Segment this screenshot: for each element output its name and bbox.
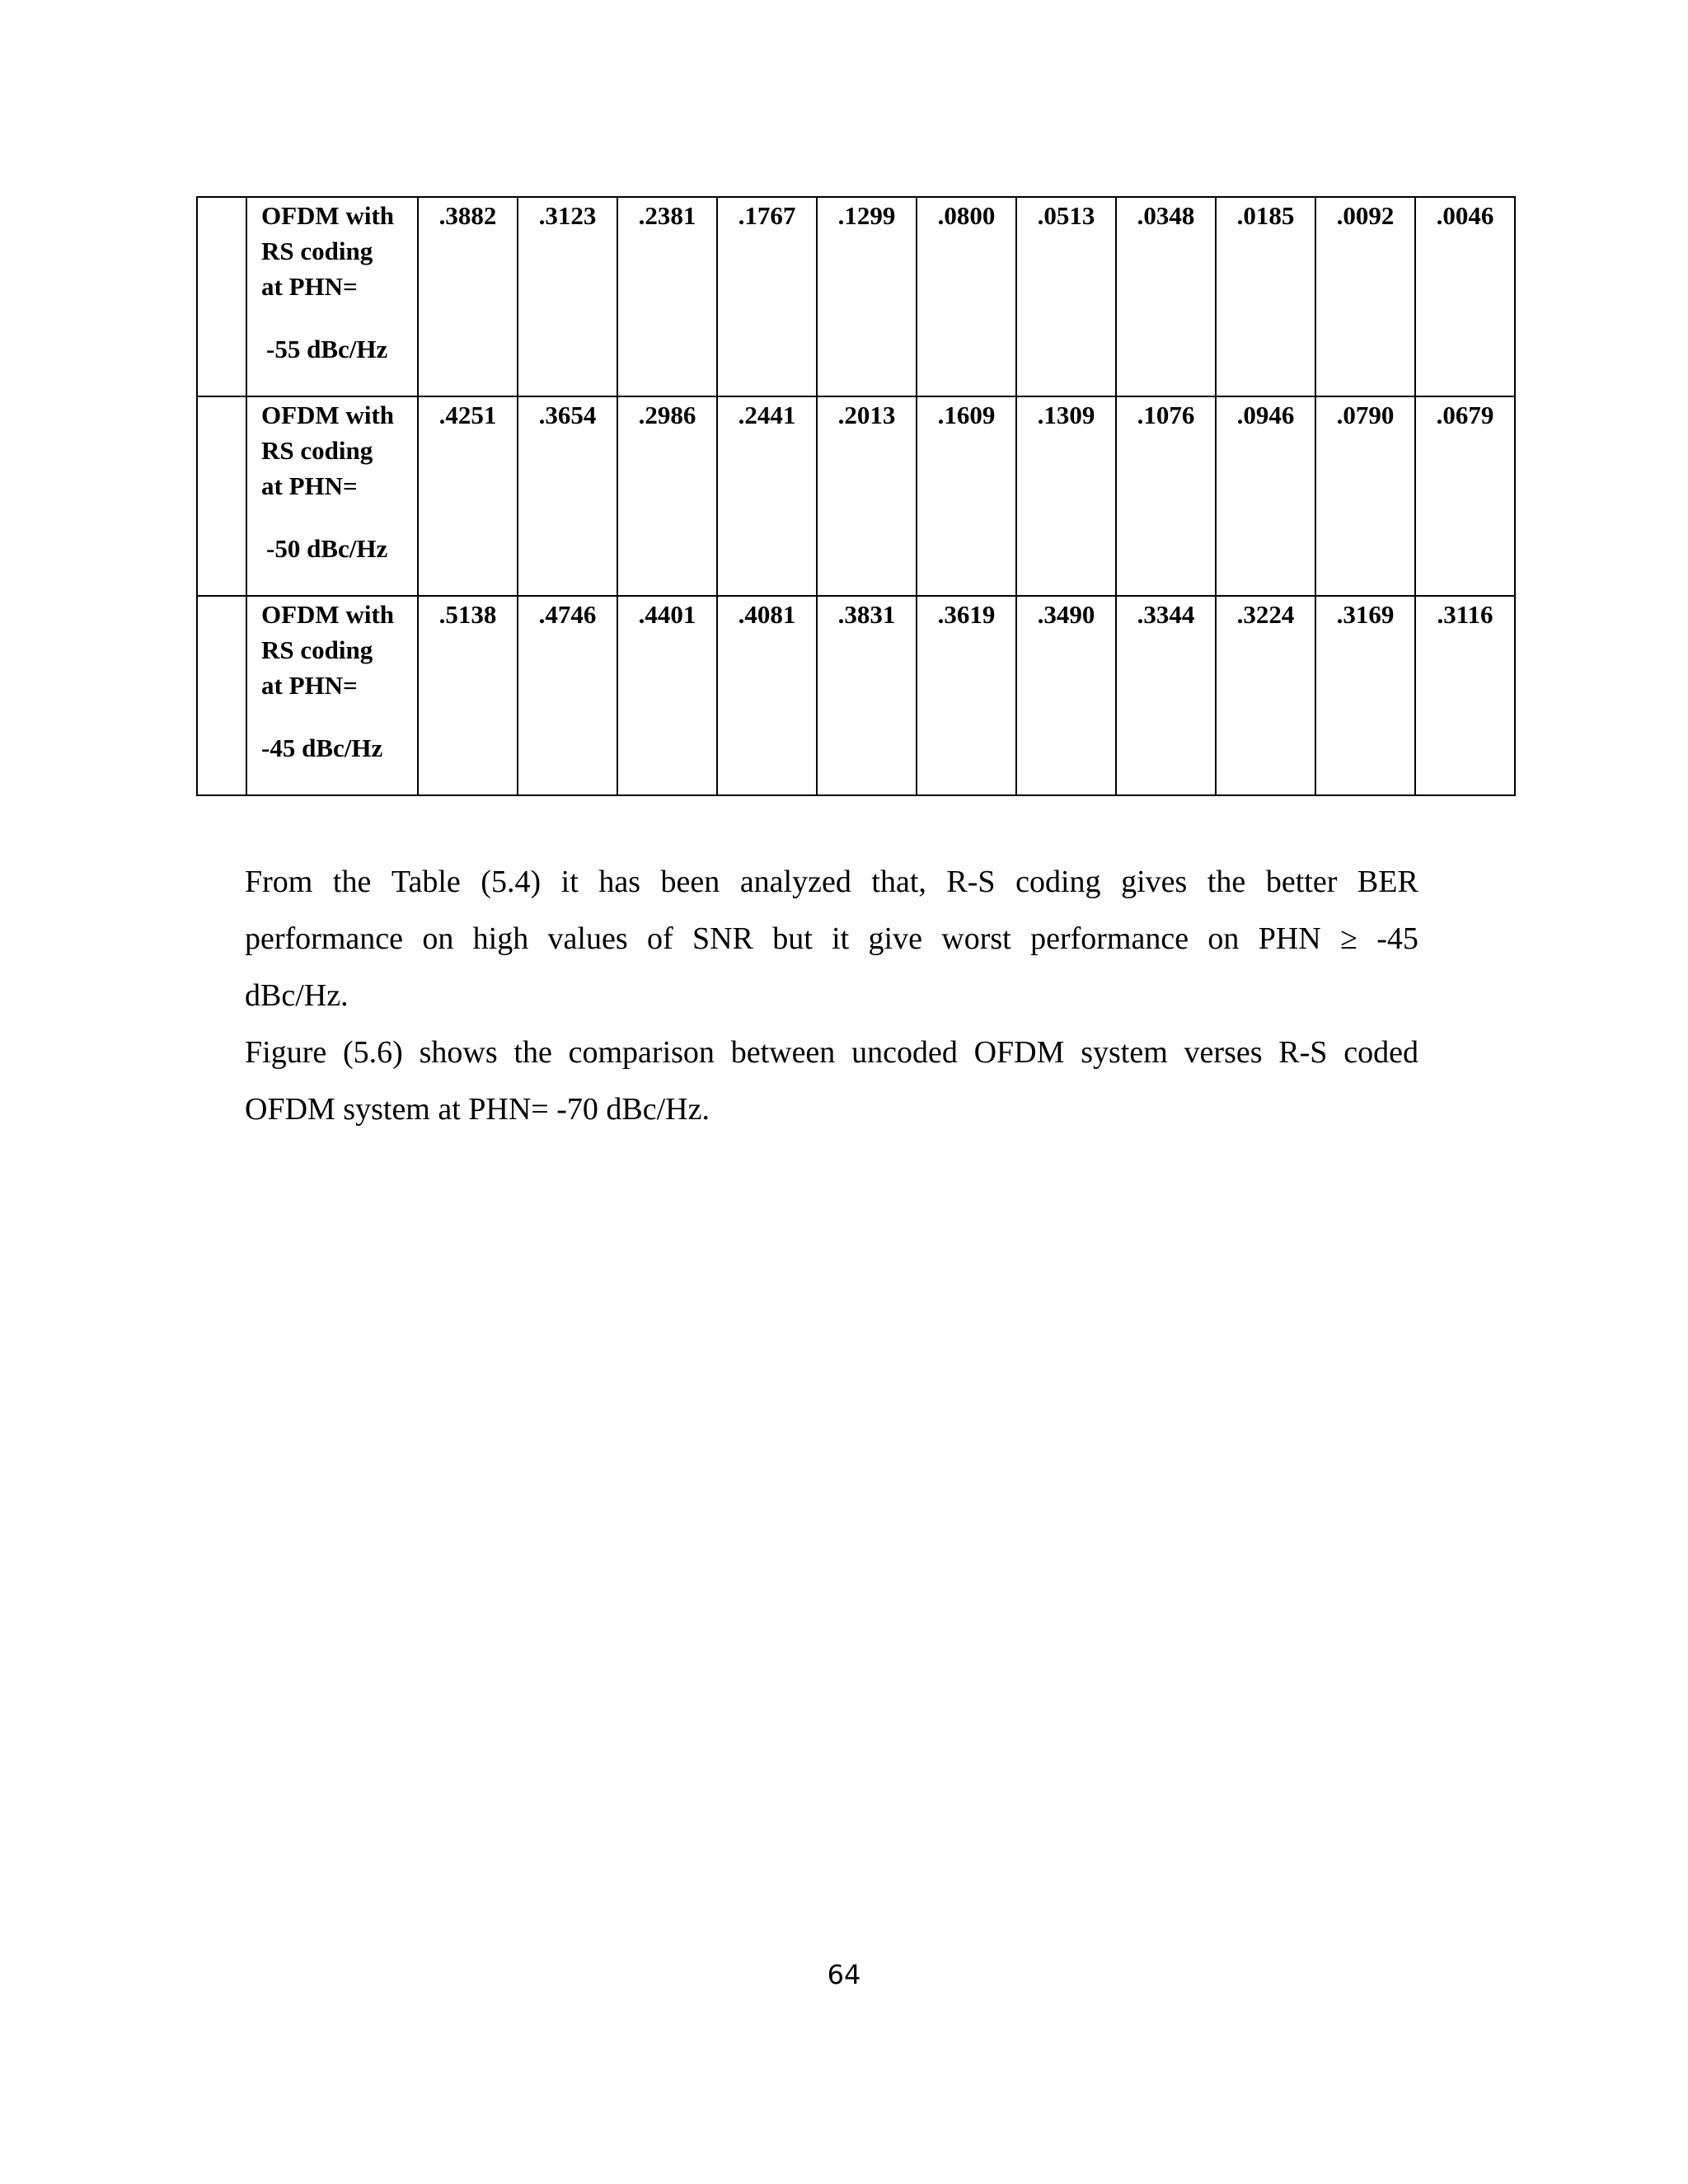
ber-value-cell: .0790 (1315, 396, 1415, 596)
row-label-line: RS coding (261, 436, 373, 465)
blank-cell (197, 197, 246, 396)
row-label-line: OFDM with (261, 201, 395, 230)
ber-value-cell: .3654 (518, 396, 617, 596)
paragraph-word: verses (1184, 1035, 1263, 1070)
paragraph-word: PHN (1258, 921, 1321, 956)
row-label-line: at PHN= (261, 272, 358, 301)
ber-value-cell: .2381 (617, 197, 717, 396)
paragraph-word: (5.4) (481, 865, 542, 899)
ber-value-cell: .3831 (817, 596, 917, 795)
paragraph-word: system (1081, 1035, 1168, 1070)
paragraph-word: R-S (1278, 1035, 1328, 1070)
paragraph-word: between (730, 1035, 836, 1070)
table-body (197, 197, 1515, 795)
paragraph-word: SNR (692, 921, 753, 956)
paragraph-word: values (547, 921, 628, 956)
paragraph-word: OFDM (973, 1035, 1065, 1070)
paragraph-line: OFDM system at PHN= -70 dBc/Hz. (245, 1092, 710, 1127)
row-label-line: RS coding (261, 237, 373, 265)
paragraph-word: give (868, 921, 922, 956)
paragraph-word: high (472, 921, 529, 956)
paragraph-word: Table (391, 865, 461, 899)
table-row (197, 396, 1515, 596)
paragraph-word: it (560, 865, 579, 899)
paragraph-word: uncoded (851, 1035, 958, 1070)
paragraph-word: better (1265, 865, 1338, 899)
ber-value-cell: .2441 (717, 396, 817, 596)
paragraph-word: but (772, 921, 813, 956)
paragraph-word: performance (245, 921, 403, 956)
paragraph-word: analyzed (739, 865, 851, 899)
ber-value-cell: .5138 (418, 596, 518, 795)
ber-value-cell: .2013 (817, 396, 917, 596)
paragraph-word: (5.6) (343, 1035, 403, 1070)
row-label-cell (246, 396, 418, 596)
paragraph-line (245, 911, 1418, 968)
paragraph-word: coding (1015, 865, 1101, 899)
paragraph-word: the (513, 1035, 552, 1070)
row-label-cell (246, 197, 418, 396)
ber-value-cell: .1767 (717, 197, 817, 396)
ber-value-cell: .0092 (1315, 197, 1415, 396)
ber-value-cell: .3490 (1016, 596, 1116, 795)
ber-value-cell: .0185 (1216, 197, 1315, 396)
analysis-paragraph (245, 854, 1418, 1024)
paragraph-word: shows (419, 1035, 498, 1070)
paragraph-word: Figure (245, 1035, 327, 1070)
ber-value-cell: .4401 (617, 596, 717, 795)
ber-value-cell: .1299 (817, 197, 917, 396)
page-number: 64 (827, 1959, 861, 1990)
row-label-unit: -55 dBc/Hz (266, 335, 388, 363)
ber-value-cell: .0800 (917, 197, 1016, 396)
paragraph-word: of (646, 921, 673, 956)
ber-value-cell: .3619 (917, 596, 1016, 795)
table-row (197, 596, 1515, 795)
paragraph-word: it (832, 921, 850, 956)
paragraph-word: comparison (568, 1035, 715, 1070)
ber-value-cell: .0946 (1216, 396, 1315, 596)
paragraph-word: coded (1343, 1035, 1418, 1070)
ber-value-cell: .4081 (717, 596, 817, 795)
ber-value-cell: .3224 (1216, 596, 1315, 795)
ber-value-cell: .3882 (418, 197, 518, 396)
paragraph-line (245, 1024, 1418, 1081)
row-label-line: OFDM with (261, 600, 395, 629)
ber-value-cell: .0046 (1415, 197, 1515, 396)
row-label-line: RS coding (261, 635, 373, 664)
ber-value-cell: .0679 (1415, 396, 1515, 596)
ber-value-cell: .1076 (1116, 396, 1216, 596)
ber-value-cell: .3344 (1116, 596, 1216, 795)
paragraph-word: the (1207, 865, 1246, 899)
row-label-unit: -45 dBc/Hz (261, 733, 383, 762)
blank-cell (197, 396, 246, 596)
blank-cell (197, 596, 246, 795)
row-label-unit: -50 dBc/Hz (266, 534, 388, 563)
paragraph-word: been (660, 865, 720, 899)
ber-results-table (196, 196, 1516, 796)
paragraph-word: on (1207, 921, 1240, 956)
paragraph-word: on (422, 921, 454, 956)
paragraph-word: worst (941, 921, 1011, 956)
ber-value-cell: .3169 (1315, 596, 1415, 795)
ber-value-cell: .1609 (917, 396, 1016, 596)
figure-reference-paragraph (245, 1024, 1418, 1138)
paragraph-word: ≥ (1340, 921, 1357, 956)
ber-value-cell: .4251 (418, 396, 518, 596)
paragraph-line (245, 854, 1418, 911)
paragraph-word: the (332, 865, 372, 899)
paragraph-word: From (245, 865, 313, 899)
ber-value-cell: .3123 (518, 197, 617, 396)
paragraph-word: performance (1030, 921, 1189, 956)
row-label-line: OFDM with (261, 401, 395, 429)
ber-value-cell: .0348 (1116, 197, 1216, 396)
paragraph-word: R-S (946, 865, 996, 899)
ber-value-cell: .0513 (1016, 197, 1116, 396)
paragraph-word: gives (1121, 865, 1188, 899)
paragraph-word: that, (871, 865, 926, 899)
row-label-line: at PHN= (261, 471, 358, 500)
ber-value-cell: .2986 (617, 396, 717, 596)
row-label-cell (246, 596, 418, 795)
paragraph-word: BER (1357, 865, 1418, 899)
table-row (197, 197, 1515, 396)
ber-value-cell: .4746 (518, 596, 617, 795)
paragraph-line: dBc/Hz. (245, 978, 349, 1013)
row-label-line: at PHN= (261, 671, 358, 700)
ber-value-cell: .3116 (1415, 596, 1515, 795)
paragraph-word: has (598, 865, 640, 899)
paragraph-word: -45 (1376, 921, 1418, 956)
ber-value-cell: .1309 (1016, 396, 1116, 596)
